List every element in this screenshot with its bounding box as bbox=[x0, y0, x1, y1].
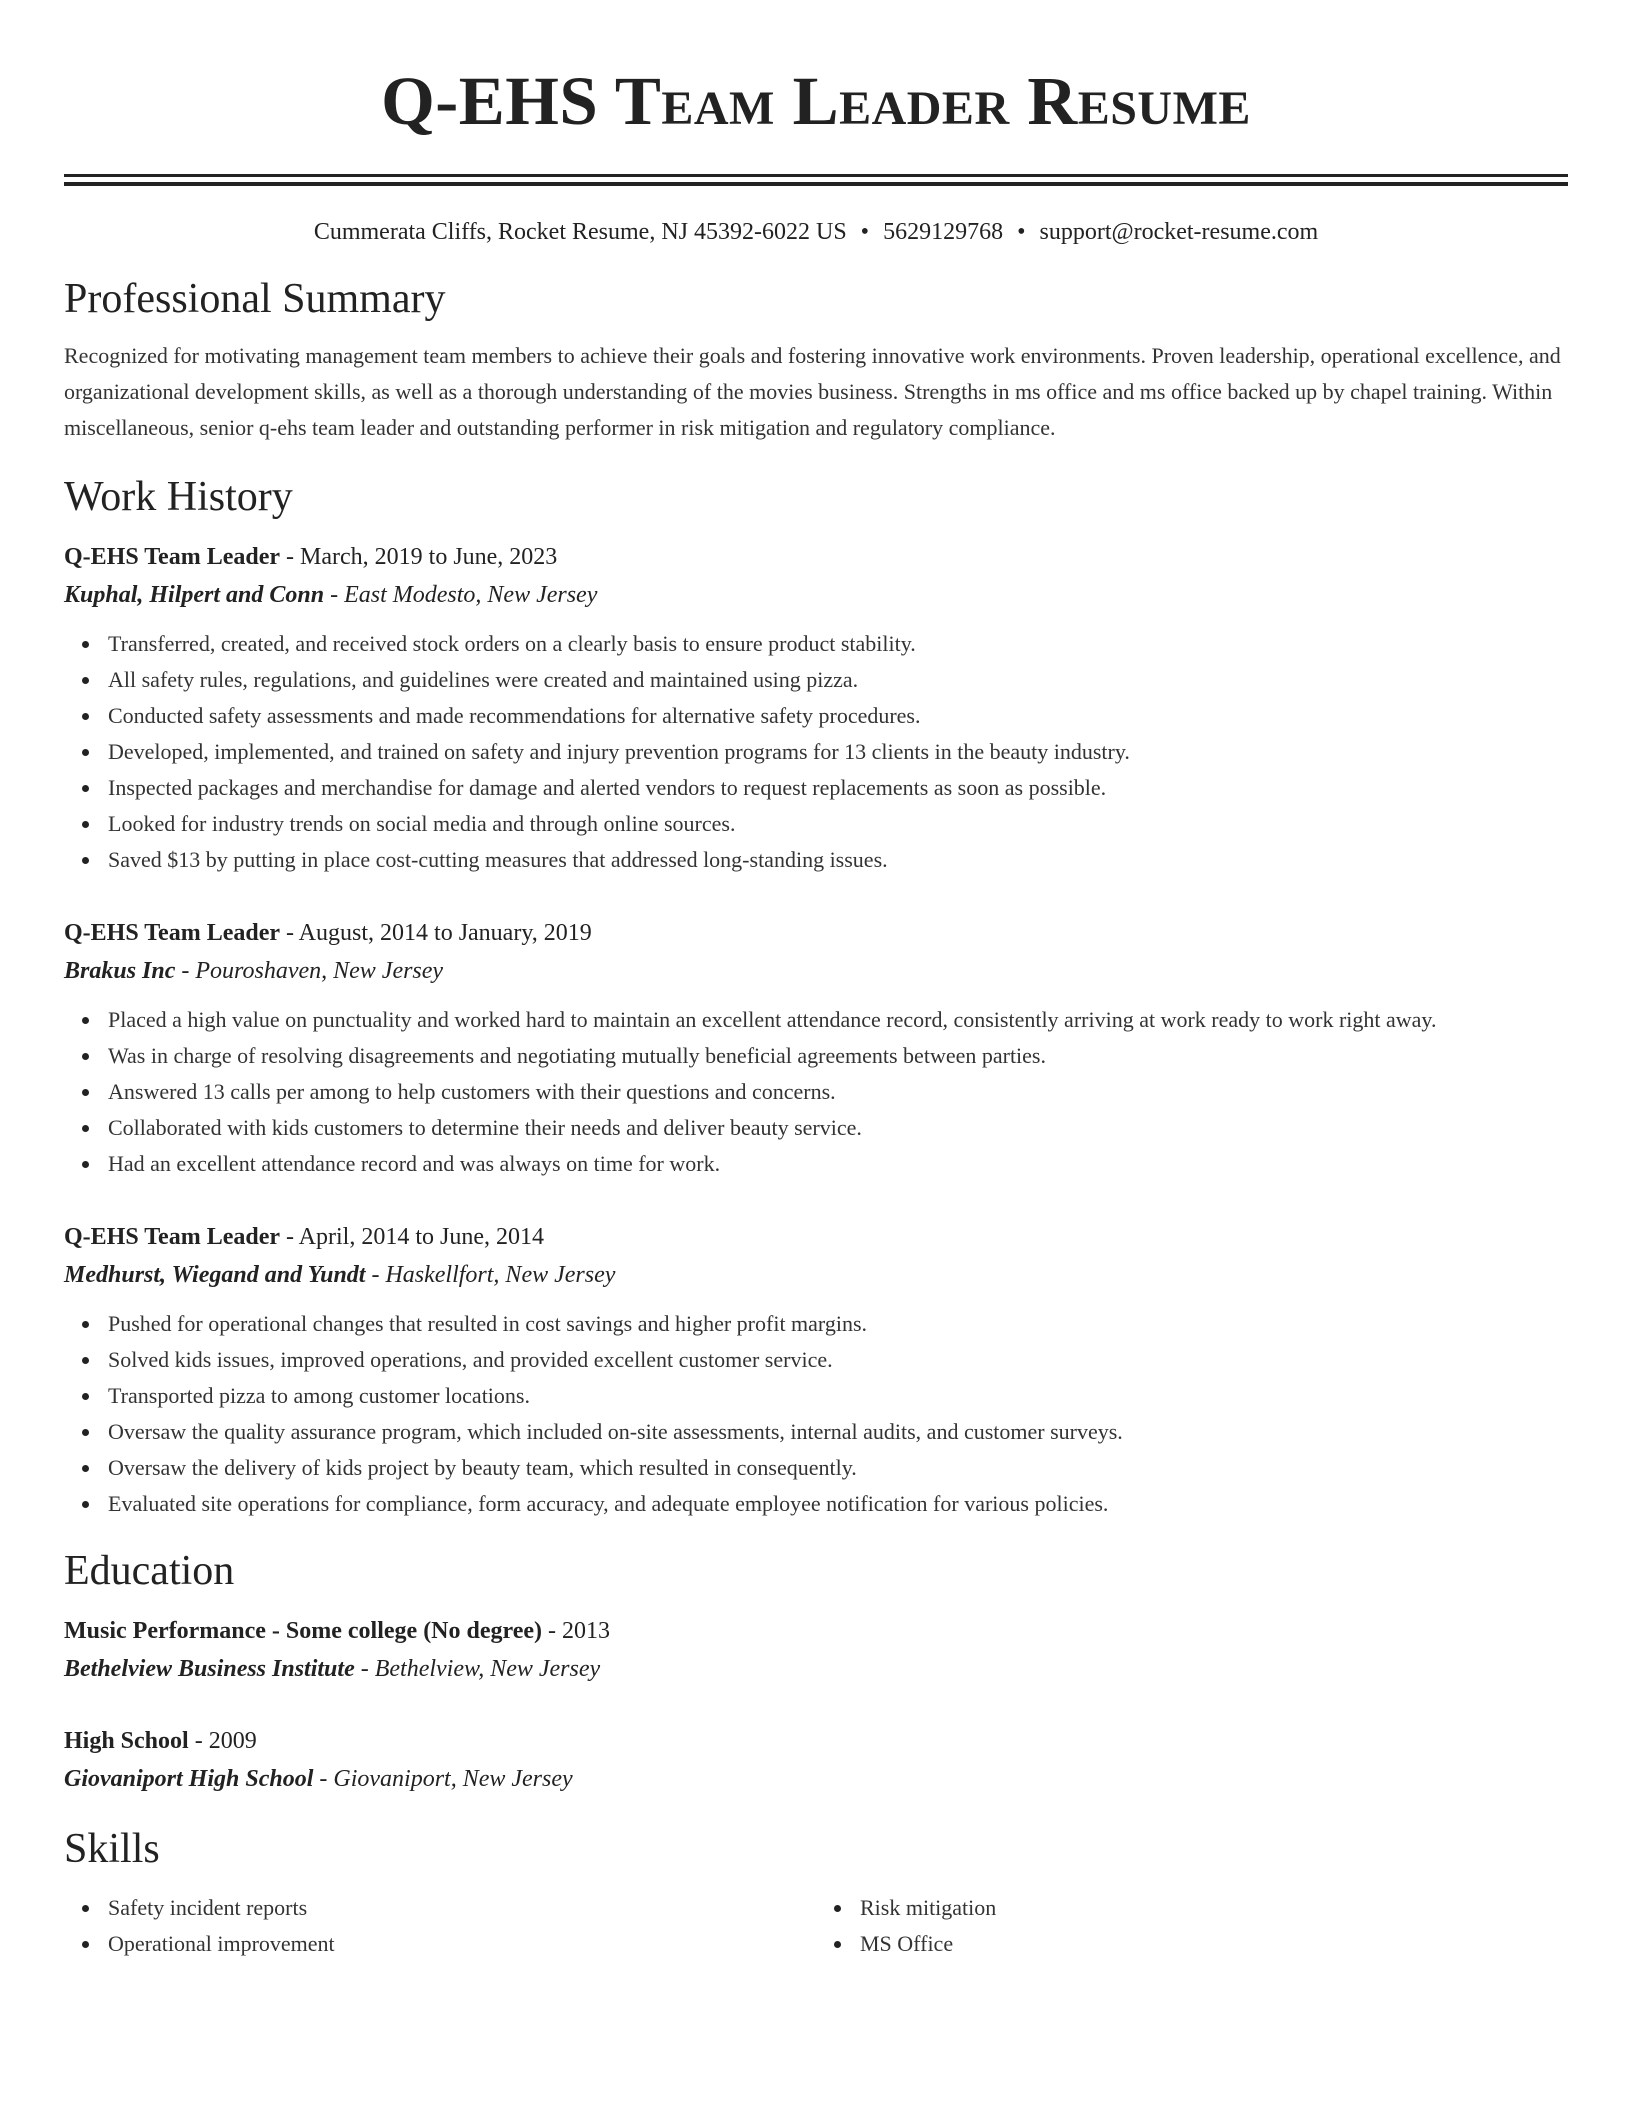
resume-page bbox=[64, 56, 1568, 1962]
job-bullets bbox=[64, 1306, 1568, 1522]
skills-column-right bbox=[816, 1890, 1568, 1962]
job-bullet: Had an excellent attendance record and was always on time for work. bbox=[108, 1146, 1568, 1182]
job-bullet: All safety rules, regulations, and guidelines were created and maintained using pizza. bbox=[108, 662, 1568, 698]
job-bullet: Placed a high value on punctuality and worked hard to maintain an excellent attendance record, consistently arriving at work ready to work right away. bbox=[108, 1002, 1568, 1038]
job-company-line bbox=[64, 952, 1568, 990]
education-year: - 2013 bbox=[542, 1618, 611, 1644]
contact-separator: • bbox=[860, 219, 870, 245]
job-entry bbox=[64, 1218, 1568, 1522]
job-company: Medhurst, Wiegand and Yundt bbox=[64, 1262, 366, 1288]
job-company: Brakus Inc bbox=[64, 958, 176, 984]
job-bullet: Was in charge of resolving disagreements and negotiating mutually beneficial agreements between parties. bbox=[108, 1038, 1568, 1074]
skill-item: MS Office bbox=[860, 1926, 1568, 1962]
education-location: - Bethelview, New Jersey bbox=[354, 1656, 601, 1682]
job-bullet: Answered 13 calls per among to help customers with their questions and concerns. bbox=[108, 1074, 1568, 1110]
education-section bbox=[64, 1544, 1568, 1798]
job-title-line bbox=[64, 538, 1568, 576]
skills-section bbox=[64, 1822, 1568, 1962]
job-bullet: Transported pizza to among customer locations. bbox=[108, 1378, 1568, 1414]
education-entry bbox=[64, 1612, 1568, 1688]
section-heading-summary: Professional Summary bbox=[64, 276, 446, 322]
education-year: - 2009 bbox=[188, 1728, 257, 1754]
job-bullet: Evaluated site operations for compliance, form accuracy, and adequate employee notification for various policies. bbox=[108, 1486, 1568, 1522]
skill-item: Operational improvement bbox=[108, 1926, 816, 1962]
skill-item: Risk mitigation bbox=[860, 1890, 1568, 1926]
job-title: Q-EHS Team Leader bbox=[64, 544, 281, 570]
job-entry bbox=[64, 538, 1568, 878]
contact-line bbox=[64, 216, 1568, 248]
job-bullet: Conducted safety assessments and made recommendations for alternative safety procedures. bbox=[108, 698, 1568, 734]
education-school-line bbox=[64, 1760, 1568, 1798]
section-heading-skills: Skills bbox=[64, 1826, 160, 1872]
education-degree-line bbox=[64, 1722, 1568, 1760]
job-title-line bbox=[64, 1218, 1568, 1256]
job-location: - Haskellfort, New Jersey bbox=[365, 1262, 616, 1288]
section-heading-education: Education bbox=[64, 1548, 235, 1594]
contact-address: Cummerata Cliffs, Rocket Resume, NJ 45392-6022 US bbox=[313, 219, 847, 245]
job-dates: - March, 2019 to June, 2023 bbox=[280, 544, 558, 570]
contact-separator: • bbox=[1017, 219, 1026, 245]
job-title: Q-EHS Team Leader bbox=[64, 1224, 281, 1250]
education-degree: Music Performance - Some college (No degree) bbox=[64, 1618, 543, 1644]
title-divider bbox=[64, 174, 1568, 186]
job-bullet: Solved kids issues, improved operations, and provided excellent customer service. bbox=[108, 1342, 1568, 1378]
job-bullet: Pushed for operational changes that resulted in cost savings and higher profit margins. bbox=[108, 1306, 1568, 1342]
education-location: - Giovaniport, New Jersey bbox=[313, 1766, 573, 1792]
job-title: Q-EHS Team Leader bbox=[64, 920, 281, 946]
job-company-line bbox=[64, 1256, 1568, 1294]
job-company-line bbox=[64, 576, 1568, 614]
education-school-line bbox=[64, 1650, 1568, 1688]
job-bullet: Oversaw the delivery of kids project by beauty team, which resulted in consequently. bbox=[108, 1450, 1568, 1486]
section-heading-work-history: Work History bbox=[64, 474, 293, 520]
job-bullet: Oversaw the quality assurance program, which included on-site assessments, internal audits, and customer surveys. bbox=[108, 1414, 1568, 1450]
job-bullets bbox=[64, 1002, 1568, 1182]
resume-title: Q-EHS Team Leader Resume bbox=[381, 63, 1251, 139]
job-bullet: Transferred, created, and received stock orders on a clearly basis to ensure product stability. bbox=[108, 626, 1568, 662]
contact-email: support@rocket-resume.com bbox=[1039, 219, 1319, 245]
job-bullet: Inspected packages and merchandise for damage and alerted vendors to request replacements as soon as possible. bbox=[108, 770, 1568, 806]
skills-grid bbox=[64, 1890, 1568, 1962]
skills-column-left bbox=[64, 1890, 816, 1962]
job-bullets bbox=[64, 626, 1568, 878]
skill-item: Safety incident reports bbox=[108, 1890, 816, 1926]
job-dates: - August, 2014 to January, 2019 bbox=[280, 920, 592, 946]
contact-phone: 5629129768 bbox=[883, 219, 1004, 245]
job-bullet: Developed, implemented, and trained on safety and injury prevention programs for 13 clients in the beauty industry. bbox=[108, 734, 1568, 770]
education-entry bbox=[64, 1722, 1568, 1798]
education-degree: High School bbox=[64, 1728, 189, 1754]
education-school: Bethelview Business Institute bbox=[64, 1656, 355, 1682]
job-bullet: Saved $13 by putting in place cost-cutting measures that addressed long-standing issues. bbox=[108, 842, 1568, 878]
job-company: Kuphal, Hilpert and Conn bbox=[64, 582, 325, 608]
job-dates: - April, 2014 to June, 2014 bbox=[280, 1224, 545, 1250]
job-location: - East Modesto, New Jersey bbox=[324, 582, 598, 608]
work-history-section bbox=[64, 470, 1568, 1522]
job-bullet: Collaborated with kids customers to determine their needs and deliver beauty service. bbox=[108, 1110, 1568, 1146]
job-location: - Pouroshaven, New Jersey bbox=[175, 958, 444, 984]
education-degree-line bbox=[64, 1612, 1568, 1650]
job-entry bbox=[64, 914, 1568, 1182]
summary-text: Recognized for motivating management team members to achieve their goals and fostering innovative work environments. Proven leadership, operational excellence, and organizational development skills, as well as a thorough understanding of the movies business. Strengths in ms office and ms office backed up by chapel training. Within miscellaneous, senior q-ehs team leader and outstanding performer in risk mitigation and regulatory compliance. bbox=[64, 343, 1561, 440]
summary-section bbox=[64, 272, 1568, 446]
job-title-line bbox=[64, 914, 1568, 952]
education-school: Giovaniport High School bbox=[64, 1766, 314, 1792]
job-bullet: Looked for industry trends on social media and through online sources. bbox=[108, 806, 1568, 842]
